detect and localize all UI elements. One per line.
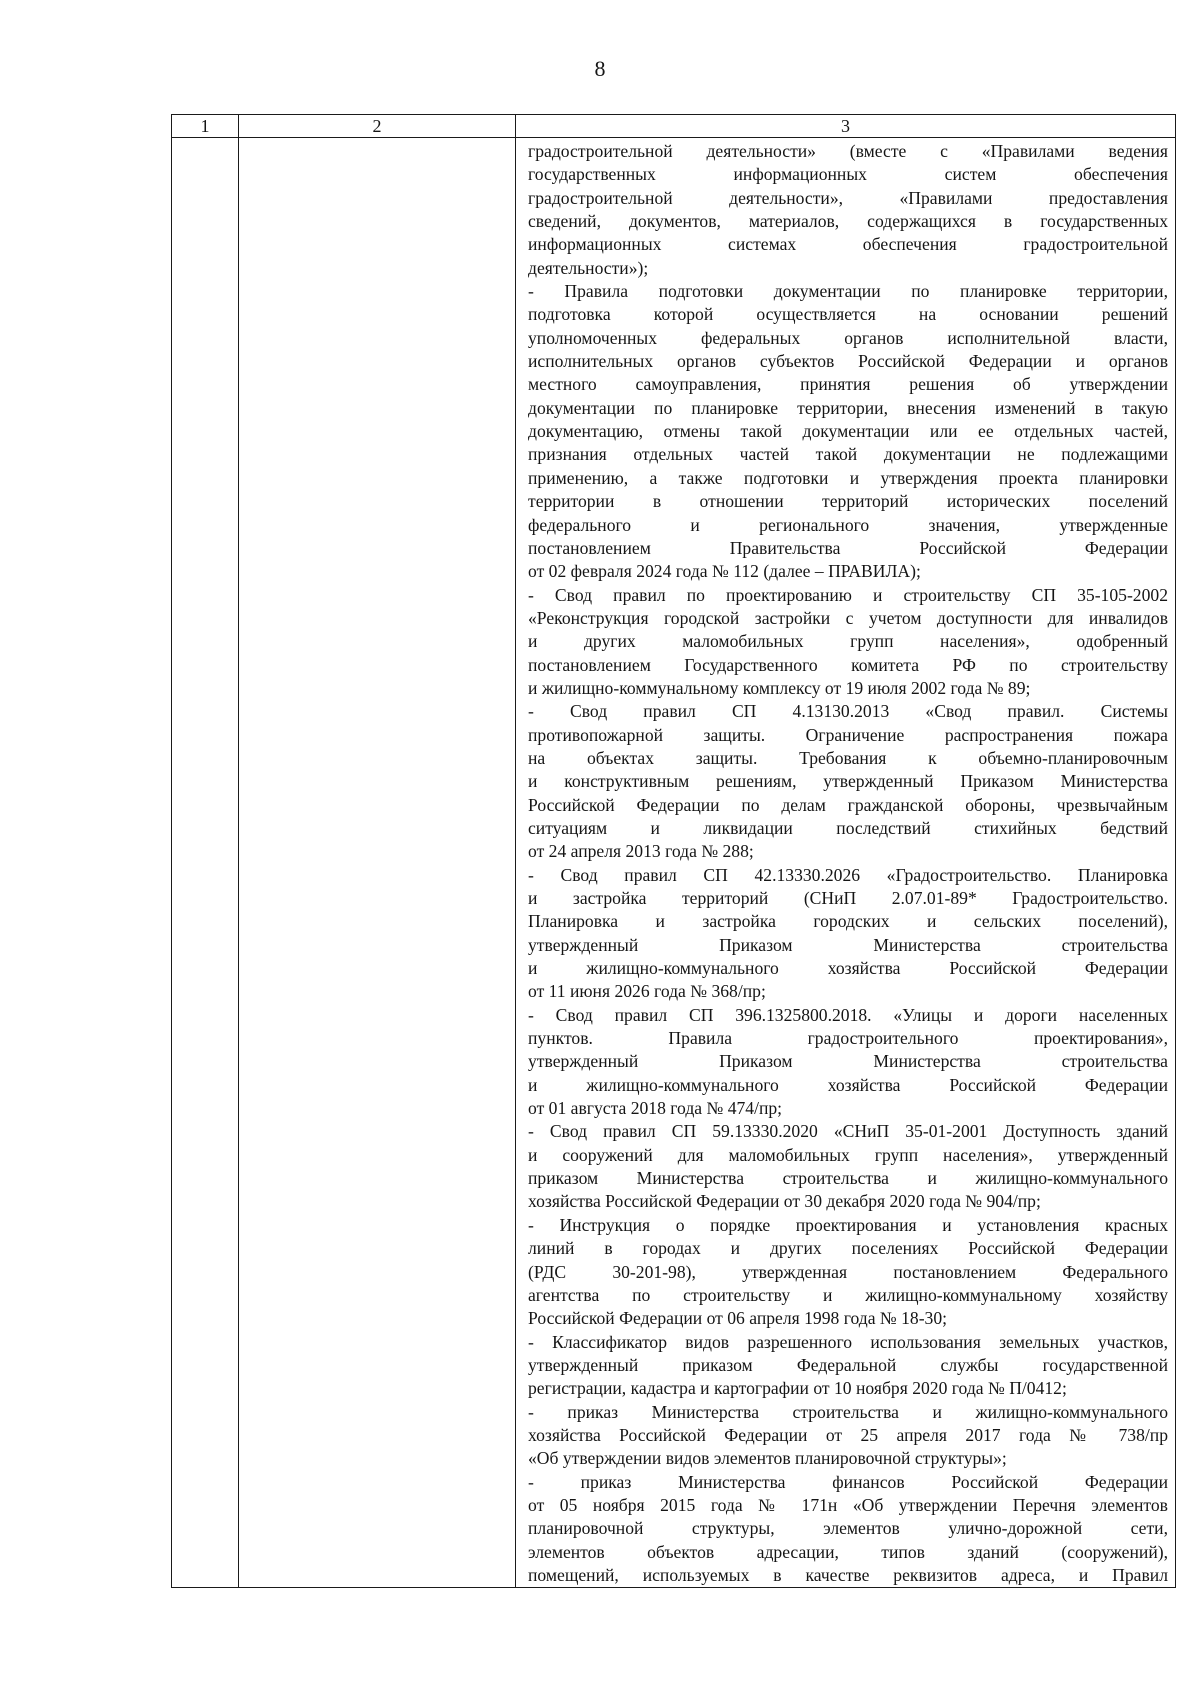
text-line: хозяйства Российской Федерации от 30 декабря 2020 года № 904/пр; [528, 1191, 1041, 1212]
text-line: и конструктивным решениям, утвержденный Приказом Министерства [528, 771, 1168, 792]
page-number: 8 [594, 56, 606, 81]
text-line: Российской Федерации от 06 апреля 1998 года № 18-30; [528, 1308, 948, 1329]
text-line: информационных системах обеспечения градостроительной [528, 234, 1168, 255]
text-line: и жилищно-коммунального хозяйства Российской Федерации [528, 1074, 1168, 1095]
text-line: - приказ Министерства финансов Российской Федерации [528, 1471, 1168, 1492]
text-line: деятельности»); [528, 257, 649, 278]
text-line: агентства по строительству и жилищно-коммунальному хозяйству [528, 1284, 1168, 1305]
text-line: - Свод правил по проектированию и строительству СП 35-105-2002 [528, 584, 1168, 605]
text-line: Российской Федерации по делам гражданской обороны, чрезвычайным [528, 794, 1168, 815]
text-line: - приказ Министерства строительства и жилищно-коммунального [528, 1401, 1168, 1422]
text-line: элементов объектов адресации, типов зданий (сооружений), [528, 1541, 1168, 1562]
text-line: государственных информационных систем обеспечения [528, 164, 1168, 185]
column-header-3: 3 [516, 115, 1176, 138]
text-line: - Инструкция о порядке проектирования и установления красных [528, 1214, 1168, 1235]
text-line: и сооружений для маломобильных групп населения», утвержденный [528, 1144, 1168, 1165]
text-line: - Свод правил СП 4.13130.2013 «Свод правил. Системы [528, 701, 1168, 722]
text-line: утвержденный Приказом Министерства строительства [528, 1051, 1168, 1072]
text-line: (РДС 30-201-98), утвержденная постановлением Федерального [528, 1261, 1168, 1282]
text-line: градостроительной деятельности» (вместе с «Правилами ведения [528, 141, 1168, 161]
document-table [171, 114, 1176, 1588]
text-line: утвержденный Приказом Министерства строительства [528, 934, 1168, 955]
text-line: федерального и регионального значения, утвержденные [528, 514, 1168, 535]
text-line: применению, а также подготовки и утверждения проекта планировки [528, 467, 1168, 488]
text-line: и жилищно-коммунальному комплексу от 19 июля 2002 года № 89; [528, 677, 1031, 698]
table-row [172, 138, 1176, 1588]
text-line: линий в городах и других поселениях Российской Федерации [528, 1238, 1168, 1259]
text-line: подготовка которой осуществляется на основании решений [528, 304, 1168, 325]
text-line: от 11 июня 2026 года № 368/пр; [528, 981, 766, 1002]
text-line: уполномоченных федеральных органов исполнительной власти, [528, 327, 1168, 348]
text-line: от 01 августа 2018 года № 474/пр; [528, 1098, 783, 1119]
text-line: и жилищно-коммунального хозяйства Российской Федерации [528, 958, 1168, 979]
text-line: - Правила подготовки документации по планировке территории, [528, 281, 1168, 302]
text-line: - Свод правил СП 42.13330.2026 «Градостроительство. Планировка [528, 864, 1168, 885]
text-line: приказом Министерства строительства и жилищно-коммунального [528, 1168, 1168, 1189]
text-line: сведений, документов, материалов, содержащихся в государственных [528, 211, 1168, 232]
text-line: и застройка территорий (СНиП 2.07.01-89* Градостроительство. [528, 888, 1168, 908]
text-line: постановлением Государственного комитета РФ по строительству [528, 654, 1168, 675]
column-header-1: 1 [172, 115, 239, 138]
text-line: от 24 апреля 2013 года № 288; [528, 841, 754, 862]
text-line: - Классификатор видов разрешенного использования земельных участков, [528, 1331, 1168, 1352]
text-line: исполнительных органов субъектов Российской Федерации и органов [528, 351, 1168, 372]
text-line: планировочной структуры, элементов улично-дорожной сети, [528, 1518, 1168, 1539]
text-line: «Об утверждении видов элементов планировочной структуры»; [528, 1448, 1007, 1469]
column-header-2: 2 [239, 115, 516, 138]
text-line: регистрации, кадастра и картографии от 10 ноября 2020 года № П/0412; [528, 1378, 1067, 1399]
text-line: от 02 февраля 2024 года № 112 (далее – ПРАВИЛА); [528, 561, 921, 582]
text-line: Планировка и застройка городских и сельских поселений), [528, 911, 1168, 932]
text-line: от 05 ноября 2015 года № 171н «Об утверждении Перечня элементов [528, 1494, 1168, 1515]
text-line: документацию, отмены такой документации или ее отдельных частей, [528, 421, 1168, 442]
column-1-cell [172, 138, 239, 1588]
text-line: хозяйства Российской Федерации от 25 апреля 2017 года № 738/пр [528, 1424, 1168, 1445]
text-line: - Свод правил СП 396.1325800.2018. «Улицы и дороги населенных [528, 1004, 1168, 1025]
text-line: территории в отношении территорий исторических поселений [528, 491, 1168, 512]
text-line: «Реконструкция городской застройки с учетом доступности для инвалидов [528, 607, 1168, 628]
text-line: местного самоуправления, принятия решения об утверждении [528, 374, 1168, 395]
column-3-cell [516, 138, 1176, 1588]
text-line: утвержденный приказом Федеральной службы государственной [528, 1354, 1168, 1375]
text-line: признания отдельных частей такой документации не подлежащими [528, 444, 1168, 465]
text-line: противопожарной защиты. Ограничение распространения пожара [528, 724, 1168, 745]
column-2-cell [239, 138, 516, 1588]
text-line: ситуациям и ликвидации последствий стихийных бедствий [528, 817, 1168, 838]
text-line: на объектах защиты. Требования к объемно-планировочным [528, 747, 1168, 768]
table-header-row [172, 115, 1176, 138]
text-line: и других маломобильных групп населения», одобренный [528, 631, 1168, 652]
text-line: - Свод правил СП 59.13330.2020 «СНиП 35-01-2001 Доступность зданий [528, 1121, 1168, 1142]
text-line: помещений, используемых в качестве реквизитов адреса, и Правил [528, 1564, 1168, 1585]
text-line: постановлением Правительства Российской Федерации [528, 537, 1168, 558]
text-line: документации по планировке территории, внесения изменений в такую [528, 397, 1168, 418]
text-line: пунктов. Правила градостроительного проектирования», [528, 1028, 1168, 1049]
text-line: градостроительной деятельности», «Правилами предоставления [528, 187, 1168, 208]
